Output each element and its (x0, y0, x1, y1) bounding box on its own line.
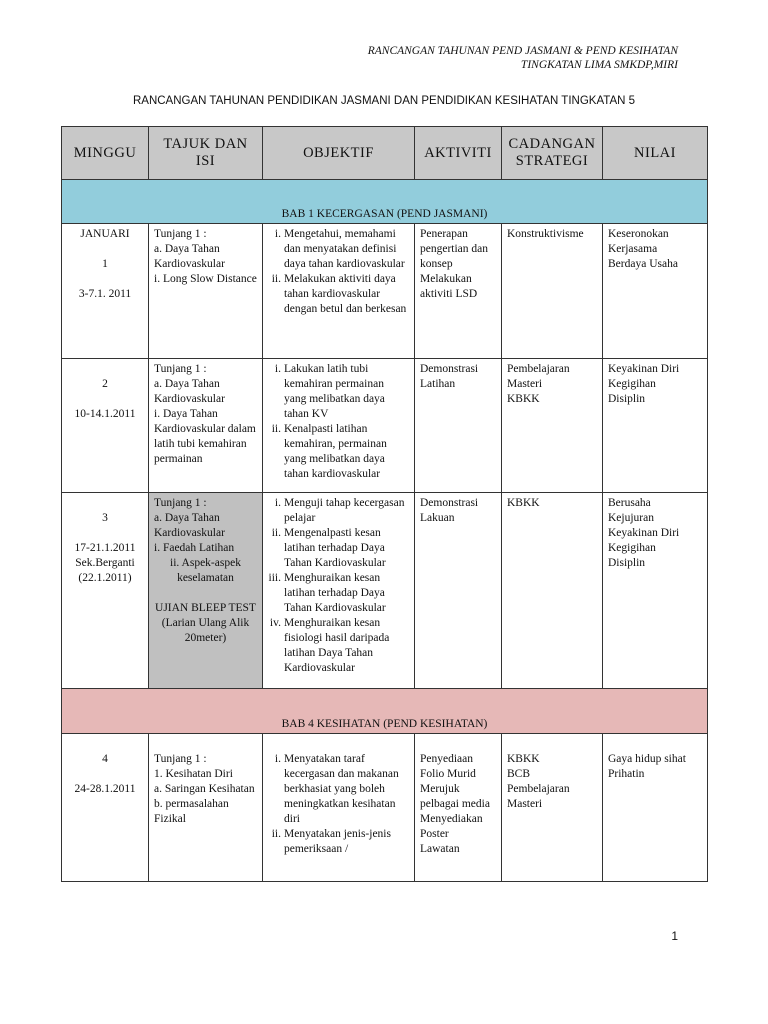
strategi-line: Pembelajaran Masteri (507, 783, 570, 810)
tajuk-cell (149, 493, 263, 689)
minggu-week: 2 (102, 378, 108, 390)
strategi-line: KBKK (507, 497, 540, 509)
table-row (62, 734, 708, 882)
tajuk-line: a. Daya Tahan Kardiovaskular (154, 243, 225, 270)
nilai-cell (603, 224, 708, 359)
minggu-dates: 24-28.1.2011 (74, 783, 136, 795)
strategi-line: KBKK (507, 393, 540, 405)
aktiviti-line: Penyediaan Folio Murid (420, 753, 476, 780)
aktiviti-line: Demonstrasi (420, 363, 479, 375)
nilai-line: Keseronokan (608, 228, 669, 240)
nilai-cell (603, 359, 708, 493)
strategi-line: BCB (507, 768, 531, 780)
table-row (62, 493, 708, 689)
strategi-cell (502, 224, 603, 359)
table-header-row (62, 127, 708, 180)
objektif-cell (263, 493, 415, 689)
aktiviti-line: Melakukan aktiviti LSD (420, 273, 478, 300)
tajuk-line: i. Daya Tahan Kardiovaskular dalam latih tubi kemahiran permainan (154, 408, 256, 465)
col-header-objektif: OBJEKTIF (263, 127, 415, 180)
aktiviti-cell (415, 734, 502, 882)
document-title: RANCANGAN TAHUNAN PENDIDIKAN JASMANI DAN PENDIDIKAN KESIHATAN TINGKATAN 5 (132, 95, 636, 107)
section-row-bab1 (62, 180, 708, 224)
objektif-item: iii. Menghuraikan kesan latihan terhadap Daya Tahan Kardiovaskular (268, 572, 386, 614)
nilai-line: Berdaya Usaha (608, 258, 678, 270)
objektif-item: i. Menyatakan taraf kecergasan dan makanan berkhasiat yang boleh meningkatkan kesihatan diri (274, 753, 399, 825)
minggu-week: 3 (102, 512, 108, 524)
objektif-item: ii. Mengenalpasti kesan latihan terhadap Daya Tahan Kardiovaskular (271, 527, 386, 569)
col-header-nilai: NILAI (603, 127, 708, 180)
objektif-item: i. Lakukan latih tubi kemahiran permainan yang melibatkan daya tahan KV (274, 363, 385, 420)
tajuk-line: a. Daya Tahan Kardiovaskular (154, 378, 225, 405)
objektif-item: ii. Melakukan aktiviti daya tahan kardiovaskular dengan betul dan berkesan (271, 273, 407, 315)
strategi-cell (502, 359, 603, 493)
header-line-2: TINGKATAN LIMA SMKDP,MIRI (520, 59, 678, 71)
tajuk-line: b. permasalahan Fizikal (154, 798, 229, 825)
minggu-week: 4 (102, 753, 108, 765)
nilai-line: Keyakinan Diri (608, 527, 680, 539)
nilai-line: Prihatin (608, 768, 645, 780)
strategi-line: Pembelajaran Masteri (507, 363, 570, 390)
nilai-line: Kejujuran (608, 512, 654, 524)
section-row-bab4 (62, 689, 708, 734)
objektif-item: i. Mengetahui, memahami dan menyatakan definisi daya tahan kardiovaskular (274, 228, 405, 270)
tajuk-line: Tunjang 1 : (154, 753, 207, 765)
minggu-dates: 17-21.1.2011 (74, 542, 136, 554)
col-header-tajuk: TAJUK DAN ISI (149, 127, 263, 180)
minggu-cell (62, 359, 149, 493)
nilai-line: Berusaha (608, 497, 651, 509)
nilai-line: Kegigihan (608, 542, 656, 554)
objektif-item: i. Menguji tahap kecergasan pelajar (274, 497, 405, 524)
minggu-cell (62, 734, 149, 882)
nilai-line: Gaya hidup sihat (608, 753, 686, 765)
nilai-line: Disiplin (608, 557, 646, 569)
aktiviti-cell (415, 493, 502, 689)
nilai-cell (603, 734, 708, 882)
aktiviti-cell (415, 224, 502, 359)
nilai-cell (603, 493, 708, 689)
objektif-item: ii. Kenalpasti latihan kemahiran, permainan yang melibatkan daya tahan kardiovaskular (271, 423, 387, 480)
nilai-line: Disiplin (608, 393, 646, 405)
aktiviti-line: Menyediakan Poster (420, 813, 483, 840)
tajuk-cell (149, 359, 263, 493)
tajuk-line: Tunjang 1 : (154, 228, 207, 240)
tajuk-line: a. Daya Tahan Kardiovaskular (154, 512, 225, 539)
minggu-dates: 10-14.1.2011 (74, 408, 136, 420)
strategi-cell (502, 493, 603, 689)
aktiviti-line: Merujuk pelbagai media (420, 783, 490, 810)
col-header-aktiviti: AKTIVITI (415, 127, 502, 180)
minggu-dates: 3-7.1. 2011 (78, 288, 132, 300)
page-number: 1 (671, 929, 678, 943)
strategi-line: Konstruktivisme (507, 228, 584, 240)
table-row (62, 359, 708, 493)
objektif-cell (263, 224, 415, 359)
minggu-note: Sek.Berganti (75, 557, 135, 569)
bleep-test-detail: (Larian Ulang Alik 20meter) (161, 617, 250, 644)
strategi-cell (502, 734, 603, 882)
header-line-1: RANCANGAN TAHUNAN PEND JASMANI & PEND KESIHATAN (367, 45, 678, 57)
aktiviti-line: Penerapan pengertian dan konsep (420, 228, 489, 270)
minggu-month: JANUARI (80, 228, 130, 240)
tajuk-line: i. Long Slow Distance (154, 273, 257, 285)
section-title-bab1: BAB 1 KECERGASAN (PEND JASMANI) (62, 180, 708, 224)
bleep-test-label: UJIAN BLEEP TEST (155, 602, 256, 614)
objektif-cell (263, 359, 415, 493)
nilai-line: Keyakinan Diri (608, 363, 680, 375)
table-row (62, 224, 708, 359)
tajuk-cell (149, 734, 263, 882)
tajuk-line: i. Faedah Latihan (154, 542, 235, 554)
minggu-cell (62, 224, 149, 359)
tajuk-cell (149, 224, 263, 359)
aktiviti-cell (415, 359, 502, 493)
objektif-item: ii. Menyatakan jenis-jenis pemeriksaan / (271, 828, 391, 855)
tajuk-line: Tunjang 1 : (154, 497, 207, 509)
aktiviti-line: Latihan (420, 378, 456, 390)
minggu-note-date: (22.1.2011) (78, 572, 132, 584)
objektif-item: iv. Menghuraikan kesan fisiologi hasil daripada latihan Daya Tahan Kardiovaskular (269, 617, 390, 674)
minggu-week: 1 (102, 258, 108, 270)
col-header-minggu: MINGGU (62, 127, 149, 180)
objektif-cell (263, 734, 415, 882)
section-title-bab4: BAB 4 KESIHATAN (PEND KESIHATAN) (62, 689, 708, 734)
strategi-line: KBKK (507, 753, 540, 765)
aktiviti-line: Lawatan (420, 843, 460, 855)
aktiviti-line: Lakuan (420, 512, 455, 524)
tajuk-line: Tunjang 1 : (154, 363, 207, 375)
aktiviti-line: Demonstrasi (420, 497, 479, 509)
nilai-line: Kegigihan (608, 378, 656, 390)
plan-table (61, 126, 708, 882)
tajuk-line: 1. Kesihatan Diri (154, 768, 233, 780)
nilai-line: Kerjasama (608, 243, 658, 255)
minggu-cell (62, 493, 149, 689)
col-header-strategi: CADANGAN STRATEGI (502, 127, 603, 180)
document-header (368, 44, 678, 72)
tajuk-line: ii. Aspek-aspek keselamatan (170, 557, 241, 584)
tajuk-line: a. Saringan Kesihatan (154, 783, 255, 795)
